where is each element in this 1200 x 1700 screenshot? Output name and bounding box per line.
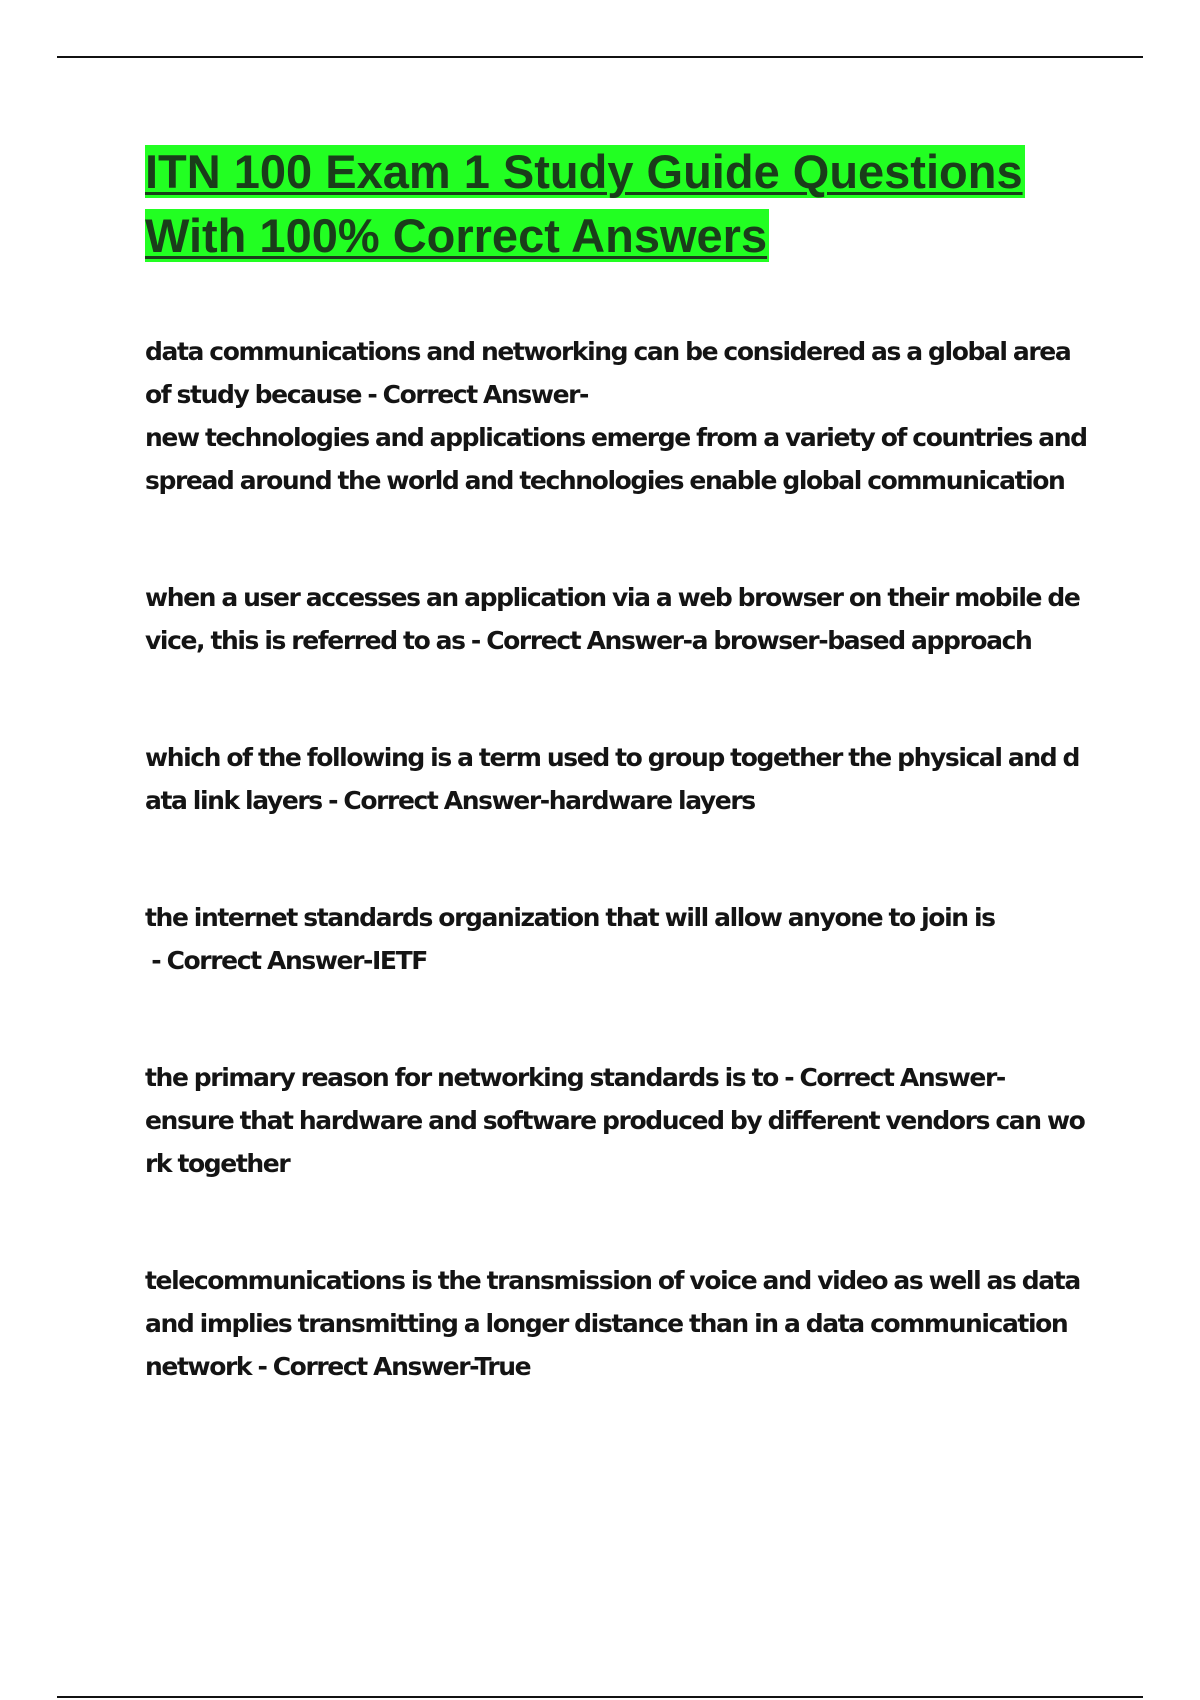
answer-separator: - Correct Answer- bbox=[464, 626, 692, 655]
question-text: when a user accesses an application via a web browser on their mobile device, this is referred to as bbox=[145, 583, 1080, 655]
title-line-2: With 100% Correct Answers bbox=[145, 209, 768, 262]
answer-text: ensure that hardware and software produced by different vendors can work together bbox=[145, 1106, 1085, 1178]
answer-text: True bbox=[474, 1352, 531, 1381]
qa-item bbox=[145, 896, 1090, 982]
question-text: the internet standards organization that will allow anyone to join is bbox=[145, 903, 995, 932]
bottom-rule bbox=[57, 1696, 1143, 1698]
answer-separator: - Correct Answer- bbox=[361, 380, 589, 409]
title-line-1: ITN 100 Exam 1 Study Guide Questions bbox=[145, 145, 1023, 198]
answer-separator: - Correct Answer- bbox=[145, 946, 372, 975]
qa-item bbox=[145, 736, 1090, 822]
answer-text: new technologies and applications emerge from a variety of countries and spread around the world and technologies enable global communication bbox=[145, 423, 1087, 495]
answer-text: a browser-based approach bbox=[691, 626, 1032, 655]
qa-item bbox=[145, 1259, 1090, 1388]
question-text: telecommunications is the transmission of voice and video as well as data and implies transmitting a longer distance than in a data communication network bbox=[145, 1266, 1080, 1381]
qa-item bbox=[145, 330, 1090, 502]
document-title bbox=[145, 140, 1065, 268]
answer-text: IETF bbox=[371, 946, 427, 975]
qa-item bbox=[145, 1056, 1090, 1185]
qa-list bbox=[145, 330, 1090, 1388]
question-text: which of the following is a term used to group together the physical and data link layers bbox=[145, 743, 1080, 815]
question-text: data communications and networking can be considered as a global area of study because bbox=[145, 337, 1071, 409]
answer-text: hardware layers bbox=[548, 786, 755, 815]
question-text: the primary reason for networking standards is to bbox=[145, 1063, 778, 1092]
top-rule bbox=[57, 56, 1143, 58]
answer-separator: - Correct Answer- bbox=[777, 1063, 1005, 1092]
answer-separator: - Correct Answer- bbox=[251, 1352, 475, 1381]
qa-item bbox=[145, 576, 1090, 662]
answer-separator: - Correct Answer- bbox=[321, 786, 549, 815]
